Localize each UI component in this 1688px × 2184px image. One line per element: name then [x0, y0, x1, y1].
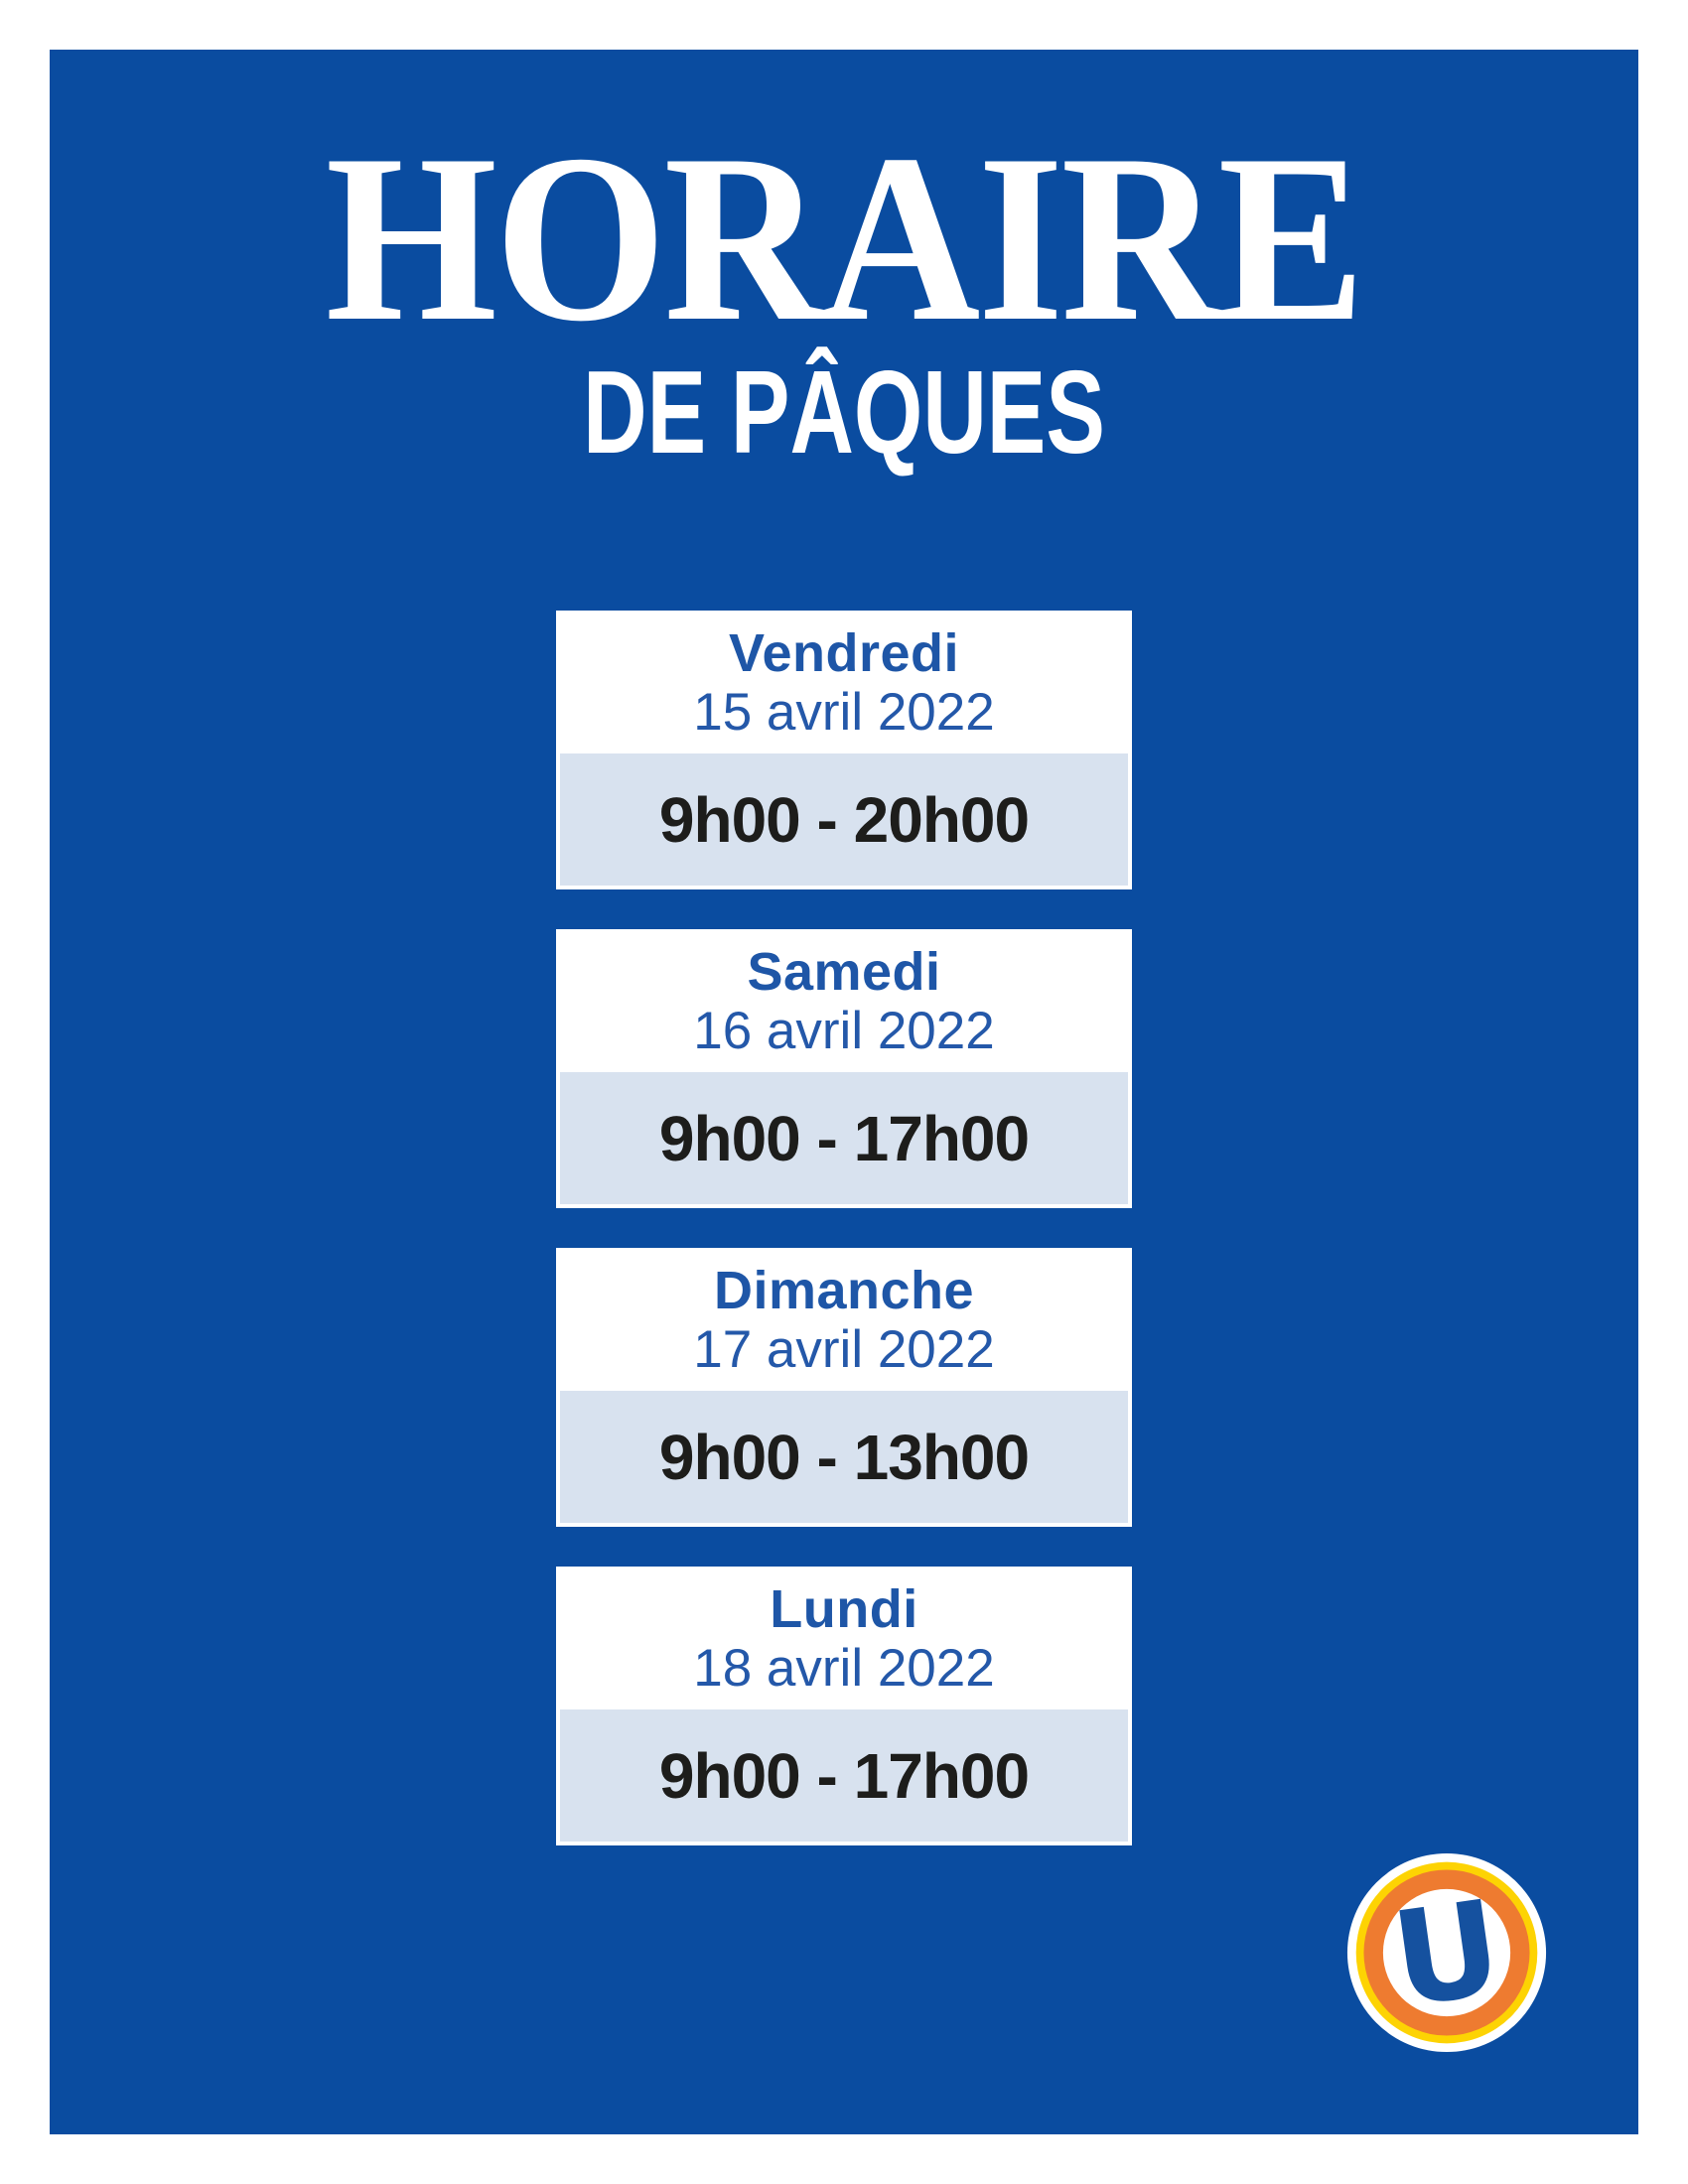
date-label: 18 avril 2022	[693, 1639, 995, 1698]
hours-label: 9h00 - 17h00	[560, 1072, 1128, 1204]
schedule-card-saturday	[556, 929, 1132, 1208]
card-header	[556, 929, 1132, 1072]
card-header	[556, 1248, 1132, 1391]
date-label: 16 avril 2022	[693, 1002, 995, 1060]
brand-u-logo	[1345, 1851, 1548, 2054]
date-label: 15 avril 2022	[693, 683, 995, 742]
hours-label: 9h00 - 20h00	[560, 753, 1128, 886]
day-label: Samedi	[747, 942, 941, 1002]
hours-label: 9h00 - 13h00	[560, 1391, 1128, 1523]
poster-title: HORAIRE	[325, 105, 1363, 371]
day-label: Lundi	[770, 1579, 918, 1639]
hours-label: 9h00 - 17h00	[560, 1709, 1128, 1842]
card-header	[556, 1567, 1132, 1709]
brand-u-logo-icon	[1345, 1851, 1548, 2054]
poster-background	[50, 50, 1638, 2134]
schedule-card-friday	[556, 611, 1132, 889]
schedule-card-sunday	[556, 1248, 1132, 1527]
card-header	[556, 611, 1132, 753]
date-label: 17 avril 2022	[693, 1320, 995, 1379]
day-label: Vendredi	[728, 623, 960, 683]
u-letter: U	[1383, 1870, 1510, 2037]
day-label: Dimanche	[713, 1261, 975, 1320]
schedule-list	[556, 611, 1132, 1885]
schedule-card-monday	[556, 1567, 1132, 1845]
poster-subtitle: DE PÂQUES	[583, 346, 1105, 478]
